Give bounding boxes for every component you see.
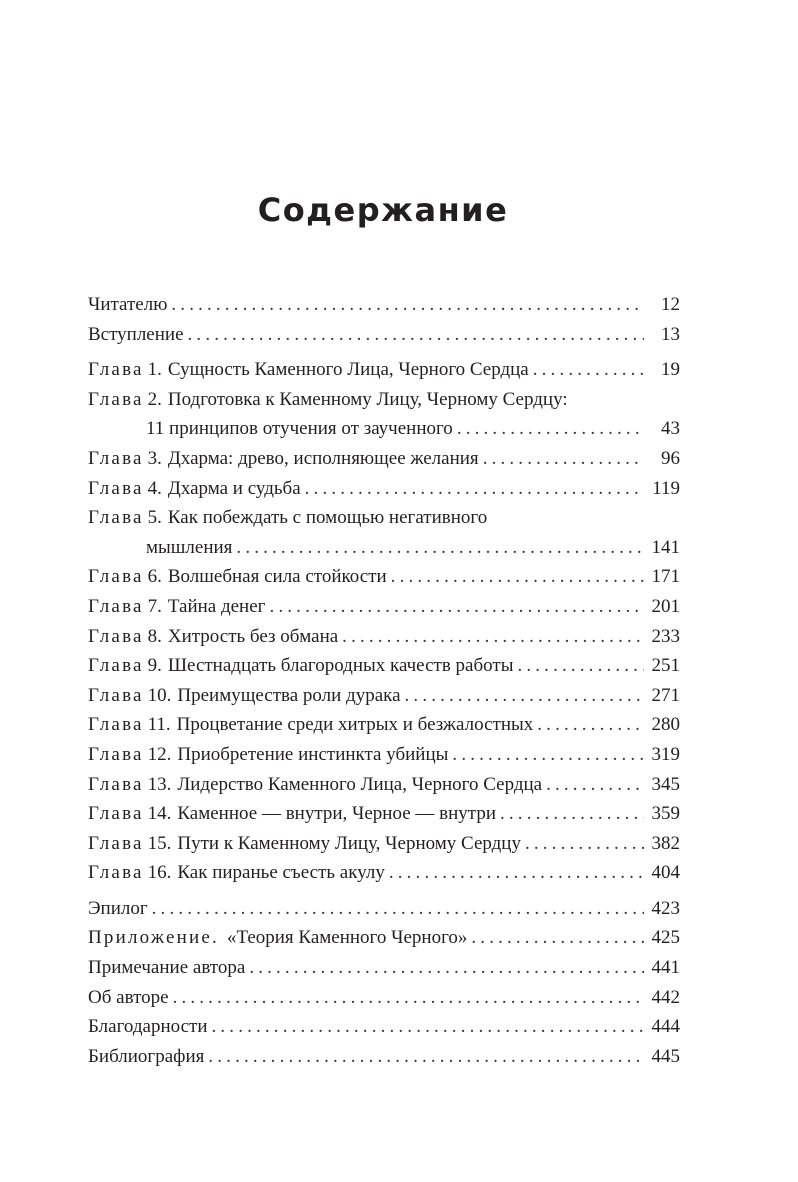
table-of-contents (88, 290, 680, 1077)
toc-entry[interactable] (88, 1012, 680, 1042)
toc-chapter-entry[interactable] (88, 444, 680, 474)
chapter-number: 1. (147, 359, 162, 381)
toc-page-number: 43 (661, 418, 680, 440)
chapter-title: Сущность Каменного Лица, Черного Сердца (167, 359, 529, 381)
chapter-title: Хитрость без обмана (167, 625, 339, 647)
toc-page-number: 444 (651, 1016, 680, 1038)
toc-chapter-entry[interactable] (88, 592, 680, 622)
toc-entry-title: Библиография (88, 1045, 205, 1067)
back-matter (88, 894, 680, 1072)
toc-chapter-entry[interactable] (88, 799, 680, 829)
toc-page-number: 442 (651, 986, 680, 1008)
chapter-title: Подготовка к Каменному Лицу, Черному Сердцу: (167, 388, 568, 410)
appendix-label: Приложение. (88, 927, 219, 949)
toc-page-number: 382 (651, 832, 680, 854)
toc-page-number: 445 (651, 1045, 680, 1067)
chapter-title: Пути к Каменному Лицу, Черному Сердцу (177, 832, 521, 854)
chapter-title: Волшебная сила стойкости (167, 566, 387, 588)
toc-entry[interactable] (88, 894, 680, 924)
chapter-number: 5. (147, 507, 162, 529)
dot-leader (525, 829, 644, 859)
toc-chapter-entry-continued[interactable] (88, 414, 680, 444)
dot-leader (212, 1012, 645, 1042)
toc-page-number: 12 (661, 294, 680, 315)
toc-entry[interactable] (88, 953, 680, 983)
toc-entry-title: Вступление (88, 323, 184, 345)
toc-page-number: 271 (651, 684, 680, 706)
chapter-label: Глава (88, 655, 144, 677)
toc-page-number: 251 (651, 655, 680, 677)
chapter-label: Глава (88, 359, 144, 381)
dot-leader (471, 923, 644, 953)
chapter-number: 4. (147, 477, 162, 499)
dot-leader (517, 651, 644, 681)
chapter-number: 9. (147, 655, 162, 677)
toc-page-number: 441 (651, 957, 680, 979)
toc-entry-title: Эпилог (88, 897, 148, 919)
toc-entry[interactable] (88, 983, 680, 1013)
toc-page-number: 423 (651, 897, 680, 919)
chapter-title: Шестнадцать благородных качеств работы (167, 655, 514, 677)
chapter-title-continued: 11 принципов отучения от заученного (146, 418, 453, 440)
dot-leader (269, 592, 644, 622)
dot-leader (533, 355, 644, 385)
chapter-title: Процветание среди хитрых и безжалостных (176, 714, 534, 736)
chapter-label: Глава (88, 566, 144, 588)
page-title: Содержание (257, 191, 509, 230)
chapter-label: Глава (88, 507, 144, 529)
chapter-label: Глава (88, 684, 144, 706)
toc-chapter-entry-continued[interactable] (88, 533, 680, 563)
dot-leader (452, 740, 644, 770)
chapter-label: Глава (88, 832, 144, 854)
toc-chapter-entry[interactable] (88, 829, 680, 859)
toc-page-number: 119 (652, 477, 680, 499)
dot-leader (152, 894, 644, 924)
toc-page-number: 201 (651, 595, 680, 617)
toc-chapter-entry[interactable] (88, 710, 680, 740)
chapter-label: Глава (88, 595, 144, 617)
toc-chapter-entry[interactable] (88, 651, 680, 681)
chapter-number: 8. (147, 625, 162, 647)
chapter-number: 6. (147, 566, 162, 588)
toc-entry[interactable] (88, 1042, 680, 1072)
dot-leader (405, 681, 644, 711)
toc-entry-title: Благодарности (88, 1016, 208, 1038)
toc-page-number: 319 (651, 743, 680, 765)
chapter-label: Глава (88, 862, 144, 884)
chapter-title-continued: мышления (146, 536, 233, 558)
chapter-title: Преимущества роли дурака (177, 684, 401, 706)
dot-leader (389, 858, 644, 888)
dot-leader (208, 1042, 644, 1072)
toc-page-number: 141 (651, 536, 680, 558)
chapter-title: Лидерство Каменного Лица, Черного Сердца (177, 773, 543, 795)
dot-leader (188, 320, 644, 350)
dot-leader (305, 474, 644, 504)
toc-page-number: 13 (661, 323, 680, 345)
chapter-title: Дхарма и судьба (167, 477, 301, 499)
toc-entry-title: Об авторе (88, 986, 169, 1008)
dot-leader (457, 414, 644, 444)
chapter-title: Приобретение инстинкта убийцы (177, 743, 449, 765)
toc-page-number: 345 (651, 773, 680, 795)
chapter-title: Дхарма: древо, исполняющее желания (167, 447, 479, 469)
toc-chapter-entry[interactable] (88, 503, 680, 533)
toc-page-number: 233 (651, 625, 680, 647)
toc-chapter-entry[interactable] (88, 622, 680, 652)
toc-entry-title: Читателю (88, 294, 168, 315)
toc-entry-title: «Теория Каменного Черного» (226, 927, 468, 949)
chapter-label: Глава (88, 714, 144, 736)
chapter-label: Глава (88, 447, 144, 469)
chapter-label: Глава (88, 803, 144, 825)
chapter-label: Глава (88, 388, 144, 410)
toc-page-number: 19 (661, 359, 680, 381)
chapter-label: Глава (88, 743, 144, 765)
toc-page-number: 171 (651, 566, 680, 588)
toc-entry-title: Примечание автора (88, 957, 246, 979)
chapter-title: Как пираньe съесть акулу (177, 862, 385, 884)
toc-chapter-entry[interactable] (88, 355, 680, 385)
chapter-number: 16. (147, 862, 172, 884)
chapter-title: Тайна денег (167, 595, 266, 617)
dot-leader (236, 533, 644, 563)
chapter-number: 2. (147, 388, 162, 410)
chapter-number: 11. (147, 714, 171, 736)
toc-chapter-entry[interactable] (88, 385, 680, 415)
toc-chapter-entry[interactable] (88, 474, 680, 504)
toc-page-number: 404 (651, 862, 680, 884)
chapter-number: 14. (147, 803, 172, 825)
toc-page-number: 359 (651, 803, 680, 825)
chapter-title: Каменное — внутри, Черное — внутри (177, 803, 496, 825)
chapter-label: Глава (88, 625, 144, 647)
toc-entry[interactable] (88, 290, 680, 320)
dot-leader (249, 953, 644, 983)
toc-chapter-entry[interactable] (88, 562, 680, 592)
chapter-number: 7. (147, 595, 162, 617)
chapter-label: Глава (88, 477, 144, 499)
dot-leader (173, 983, 644, 1013)
dot-leader (483, 444, 644, 474)
chapter-label: Глава (88, 773, 144, 795)
dot-leader (537, 710, 644, 740)
chapter-number: 15. (147, 832, 172, 854)
chapter-number: 13. (147, 773, 172, 795)
chapter-number: 12. (147, 743, 172, 765)
front-matter (88, 290, 680, 349)
dot-leader (342, 622, 644, 652)
dot-leader (391, 562, 644, 592)
chapter-number: 10. (147, 684, 172, 706)
dot-leader (500, 799, 644, 829)
chapter-title: Как побеждать с помощью негативного (167, 507, 488, 529)
toc-chapter-entry[interactable] (88, 740, 680, 770)
chapter-number: 3. (147, 447, 162, 469)
toc-chapter-entry[interactable] (88, 770, 680, 800)
toc-page-number: 280 (651, 714, 680, 736)
toc-chapter-entry[interactable] (88, 681, 680, 711)
toc-entry[interactable] (88, 320, 680, 350)
toc-chapter-entry[interactable] (88, 858, 680, 888)
dot-leader (546, 770, 644, 800)
toc-entry[interactable] (88, 923, 680, 953)
chapters (88, 355, 680, 888)
dot-leader (171, 290, 644, 320)
toc-page-number: 96 (661, 447, 680, 469)
toc-page-number: 425 (651, 927, 680, 949)
